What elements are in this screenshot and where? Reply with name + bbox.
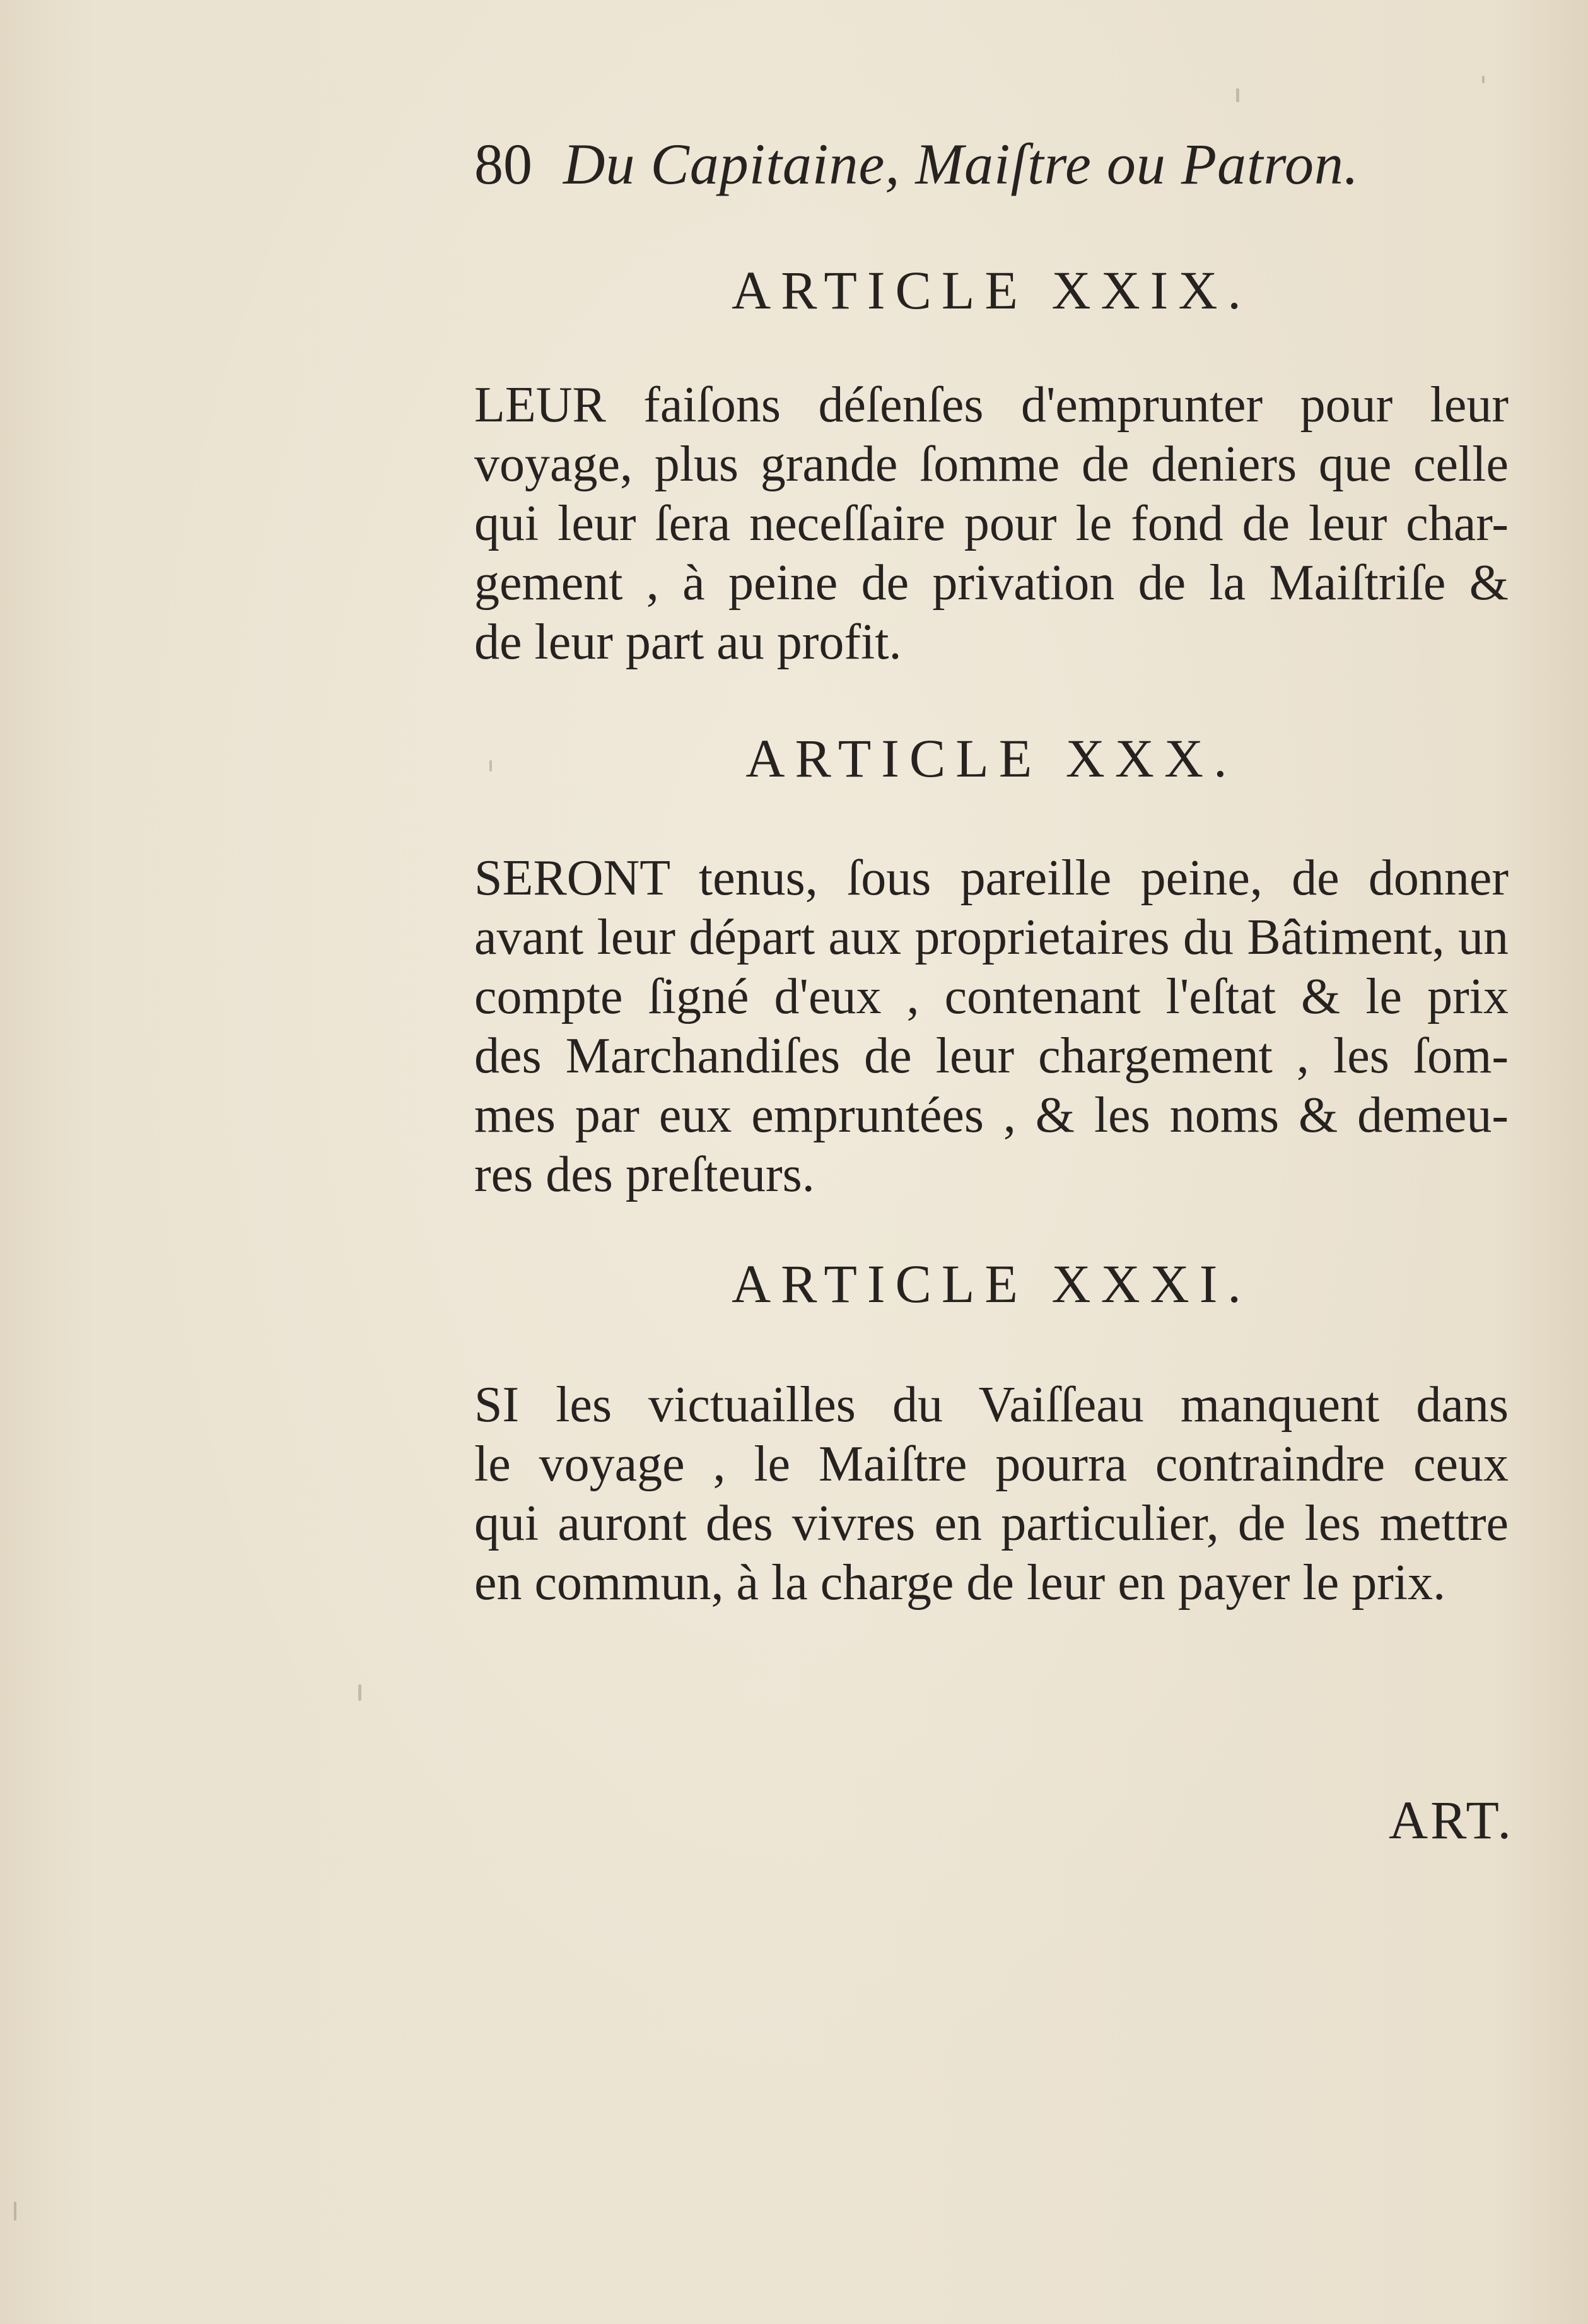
running-head-title: Du Capitaine, Maiſtre ou Patron.	[563, 132, 1360, 196]
text-line: le voyage , le Maiſtre pourra contraindre ceux	[474, 1436, 1509, 1492]
text-line: compte ſigné d'eux , contenant l'eſtat & le prix	[474, 969, 1509, 1024]
text-line: SERONT tenus, ſous pareille peine, de donner	[474, 850, 1509, 906]
text-line: qui leur ſera neceſſaire pour le fond de leur char-	[474, 496, 1509, 551]
text-line: LEUR faiſons déſenſes d'emprunter pour leur	[474, 377, 1509, 433]
text-line: voyage, plus grande ſomme de deniers que celle	[474, 437, 1509, 492]
running-head	[474, 126, 1433, 202]
text-line: mes par eux empruntées , & les noms & demeu-	[474, 1088, 1509, 1143]
text-line: gement , à peine de privation de la Maiſtriſe &	[474, 555, 1509, 611]
text-line: res des preſteurs.	[474, 1147, 815, 1202]
page-number: 80	[474, 132, 532, 196]
text-line: des Marchandiſes de leur chargement , les ſom-	[474, 1028, 1509, 1084]
paper-speck	[489, 760, 492, 772]
article-30-text	[474, 848, 1509, 1204]
paper-speck	[14, 2202, 16, 2221]
text-line: qui auront des vivres en particulier, de les mettre	[474, 1496, 1509, 1551]
text-line: de leur part au profit.	[474, 614, 902, 670]
paper-speck	[1236, 88, 1239, 102]
text-line: avant leur départ aux proprietaires du Bâtiment, un	[474, 910, 1509, 965]
article-29-text	[474, 375, 1509, 672]
text-line: SI les victuailles du Vaiſſeau manquent dans	[474, 1377, 1509, 1433]
text-line: en commun, à la charge de leur en payer le prix.	[474, 1555, 1446, 1611]
article-31-heading: ARTICLE XXXI.	[732, 1253, 1251, 1314]
catchword: ART.	[1389, 1790, 1514, 1850]
article-31-text	[474, 1375, 1509, 1612]
paper-speck	[358, 1684, 361, 1701]
paper-speck	[1482, 76, 1485, 83]
article-30-heading: ARTICLE XXX.	[745, 728, 1237, 789]
article-29-heading: ARTICLE XXIX.	[732, 260, 1251, 320]
